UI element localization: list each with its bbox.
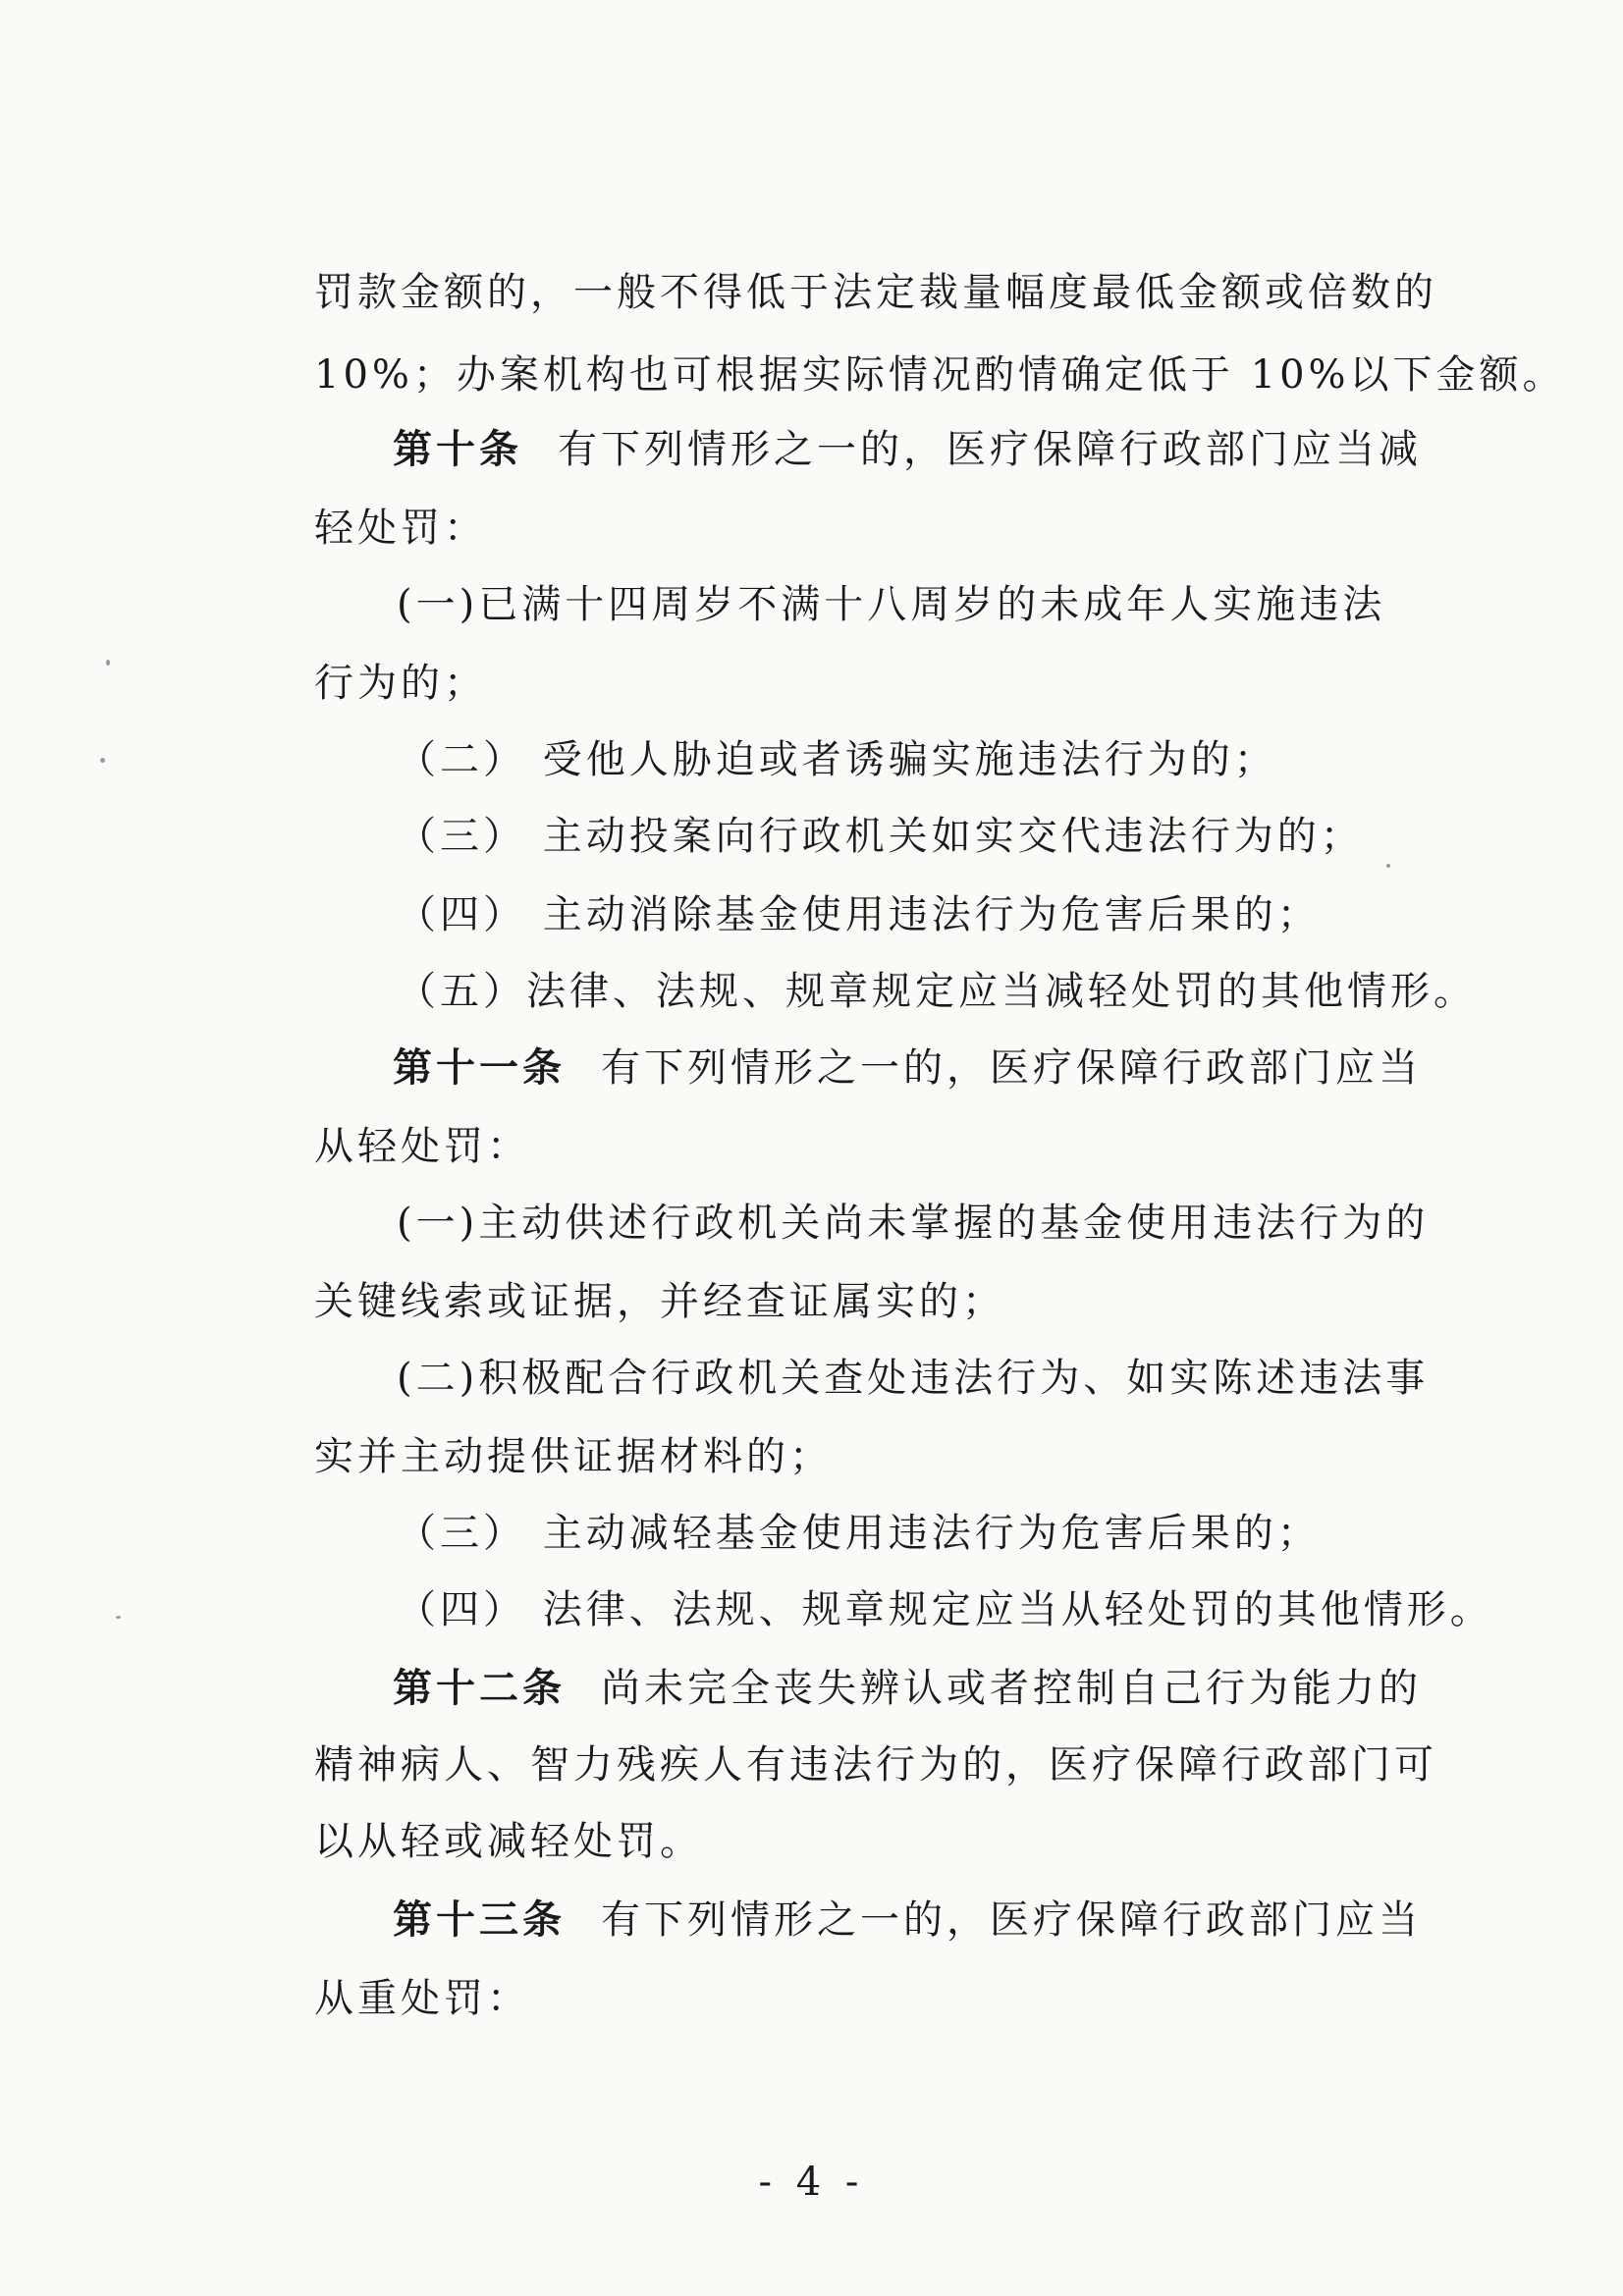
page-number: - 4 - bbox=[758, 2160, 865, 2205]
article-title: 第十一条 bbox=[393, 1044, 566, 1091]
scan-speck bbox=[1386, 864, 1390, 868]
list-item: (二)积极配合行政机关查处违法行为、如实陈述违法事 bbox=[397, 1356, 1430, 1401]
text-line: 实并主动提供证据材料的； bbox=[314, 1434, 833, 1479]
article-13-line: 第十三条 有下列情形之一的，医疗保障行政部门应当 bbox=[393, 1896, 1422, 1943]
text-line: 从轻处罚： bbox=[314, 1124, 530, 1169]
list-item: (一)主动供述行政机关尚未掌握的基金使用违法行为的 bbox=[397, 1201, 1430, 1246]
article-title: 第十三条 bbox=[393, 1896, 566, 1943]
article-title: 第十条 bbox=[393, 426, 522, 472]
list-item: （二） 受他人胁迫或者诱骗实施违法行为的； bbox=[397, 737, 1277, 782]
list-item: （三） 主动减轻基金使用违法行为危害后果的； bbox=[397, 1511, 1321, 1556]
text-line: 罚款金额的，一般不得低于法定裁量幅度最低金额或倍数的 bbox=[314, 270, 1437, 315]
text-line: 行为的； bbox=[314, 661, 487, 706]
text-line: 精神病人、智力残疾人有违法行为的，医疗保障行政部门可 bbox=[314, 1742, 1437, 1788]
article-10-line: 第十条 有下列情形之一的，医疗保障行政部门应当减 bbox=[393, 426, 1422, 472]
list-item: （三） 主动投案向行政机关如实交代违法行为的； bbox=[397, 814, 1364, 859]
article-12-line: 第十二条 尚未完全丧失辨认或者控制自己行为能力的 bbox=[393, 1665, 1422, 1711]
scan-speck bbox=[106, 660, 110, 666]
text-line: 从重处罚： bbox=[314, 1976, 530, 2021]
list-item: （四） 法律、法规、规章规定应当从轻处罚的其他情形。 bbox=[397, 1587, 1493, 1632]
text-line: 轻处罚： bbox=[314, 506, 487, 551]
text-line: 关键线索或证据，并经查证属实的； bbox=[314, 1279, 1005, 1324]
article-title: 第十二条 bbox=[393, 1665, 566, 1711]
scan-speck bbox=[100, 758, 105, 763]
article-11-line: 第十一条 有下列情形之一的，医疗保障行政部门应当 bbox=[393, 1044, 1422, 1091]
text-line: 以从轻或减轻处罚。 bbox=[314, 1819, 703, 1864]
list-item: (一)已满十四周岁不满十八周岁的未成年人实施违法 bbox=[397, 582, 1386, 627]
scan-speck bbox=[116, 1616, 121, 1619]
list-item: （五）法律、法规、规章规定应当减轻处罚的其他情形。 bbox=[397, 969, 1477, 1014]
text-line: 10%；办案机构也可根据实际情况酌情确定低于 10%以下金额。 bbox=[314, 352, 1566, 398]
list-item: （四） 主动消除基金使用违法行为危害后果的； bbox=[397, 892, 1321, 937]
